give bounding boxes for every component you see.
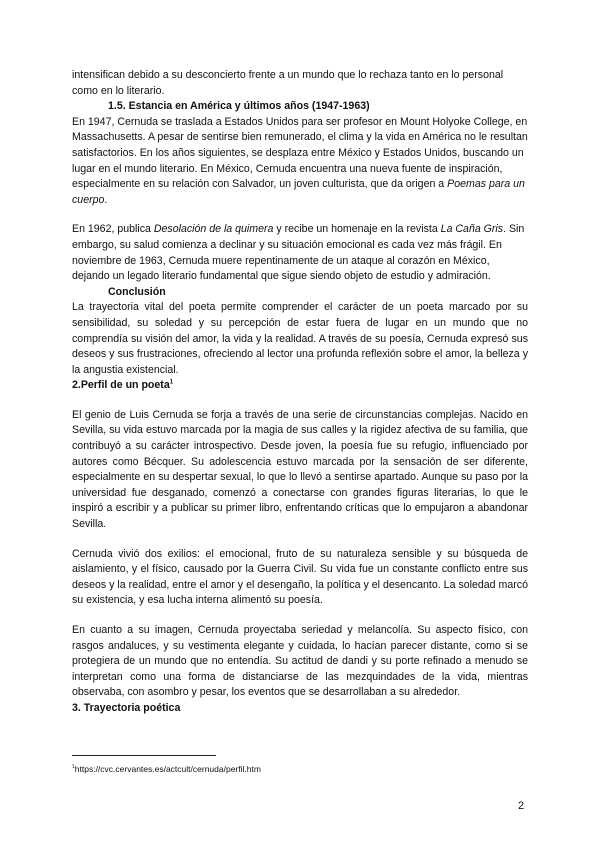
section-1-5-heading: 1.5. Estancia en América y últimos años (1947-1963) [108,100,370,113]
page-number: 2 [518,800,525,812]
document-body [72,68,528,717]
footnote-reference[interactable]: 1 [169,379,174,386]
section-2-paragraph-1: El genio de Luis Cernuda se forja a través de una serie de circunstancias complejas. Nacido en Sevilla, su vida estuvo marcada por la magia de sus calles y la rigidez afectiva de su familia, que contribuyó a su carácter introspectivo. Desde joven, la poesía fue su refugio, influenciado por autores como Bécquer. Su adolescencia estuvo marcada por la sensación de ser diferente, especialmente en su despertar sexual, lo que lo llevó a sentirse apartado. Aunque su paso por la universidad fue desganado, comenzó a conectarse con grandes figuras literarias, lo que le inspiró a escribir y a publicar su primer libro, enfrentando críticas que lo empujaron a abandonar Sevilla. [72,408,528,531]
footnote: $^1$https://cvc.cervantes.es/actcult/cernuda/perfil.htm [72,764,261,774]
footnote-divider [72,755,216,756]
section-2-paragraph-2: Cernuda vivió dos exilios: el emocional, fruto de su naturaleza sensible y su búsqueda de aislamiento, y el físico, causado por la Guerra Civil. Su vida fue un constante conflicto entre sus deseos y la realidad, entre el amor y el desengaño, la política y el desencanto. La soledad marcó su existencia, y esa lucha interna alimentó su poesía. [72,547,528,607]
section-2-paragraph-3: En cuanto a su imagen, Cernuda proyectaba seriedad y melancolía. Su aspecto físico, con rasgos andaluces, y su vestimenta elegante y cuidada, lo hacían parecer distante, como si se protegiera de un mundo que no entendía. Su actitud de dandi y su porte refinado a menudo se interpretan como una forma de distanciarse de las mezquindades de la vida, mientras observaba, con asombro y pesar, los eventos que se desarrollaban a su alrededor. [72,624,528,699]
conclusion-paragraph: La trayectoria vital del poeta permite comprender el carácter de un poeta marcado por su sensibilidad, su soledad y su percepción de estar fuera de lugar en un mundo que no comprendía su visión del amor, la vida y la realidad. A través de su poesía, Cernuda expresó sus deseos y sus frustraciones, ofreciendo al lector una profunda reflexión sobre el amor, la belleza y la angustia existencial. [72,301,528,376]
section-2-heading: 2.Perfil de un poeta$^1$ [72,379,174,392]
conclusion-heading: Conclusión [108,285,166,298]
intro-paragraph: intensifican debido a su desconcierto frente a un mundo que lo rechaza tanto en lo personal como en lo literario. [72,69,504,97]
footnote-link[interactable]: https://cvc.cervantes.es/actcult/cernuda/perfil.htm [74,764,261,774]
section-1-5-paragraph-2: En 1962, publica Desolación de la quimera y recibe un homenaje en la revista La Caña Gris. Sin embargo, su salud comienza a declinar y su situación emocional es cada vez más frágil. En noviembre de 1963, Cernuda muere repentinamente de un ataque al corazón en México, dejando un legado literario fundamental que sigue siendo objeto de estudio y admiración. [72,223,525,283]
section-3-heading: 3. Trayectoria poética [72,701,181,714]
section-1-5-paragraph-1: En 1947, Cernuda se traslada a Estados Unidos para ser profesor en Mount Holyoke College, en Massachusetts. A pesar de sentirse bien remunerado, el clima y la vida en América no le resultan satisfactorios. En los años siguientes, se desplaza entre México y Estados Unidos, buscando un lugar en el mundo literario. En México, Cernuda encuentra una nueva fuente de inspiración, especialmente en su relación con Salvador, un joven culturista, que da origen a Poemas para un cuerpo. [72,115,528,206]
